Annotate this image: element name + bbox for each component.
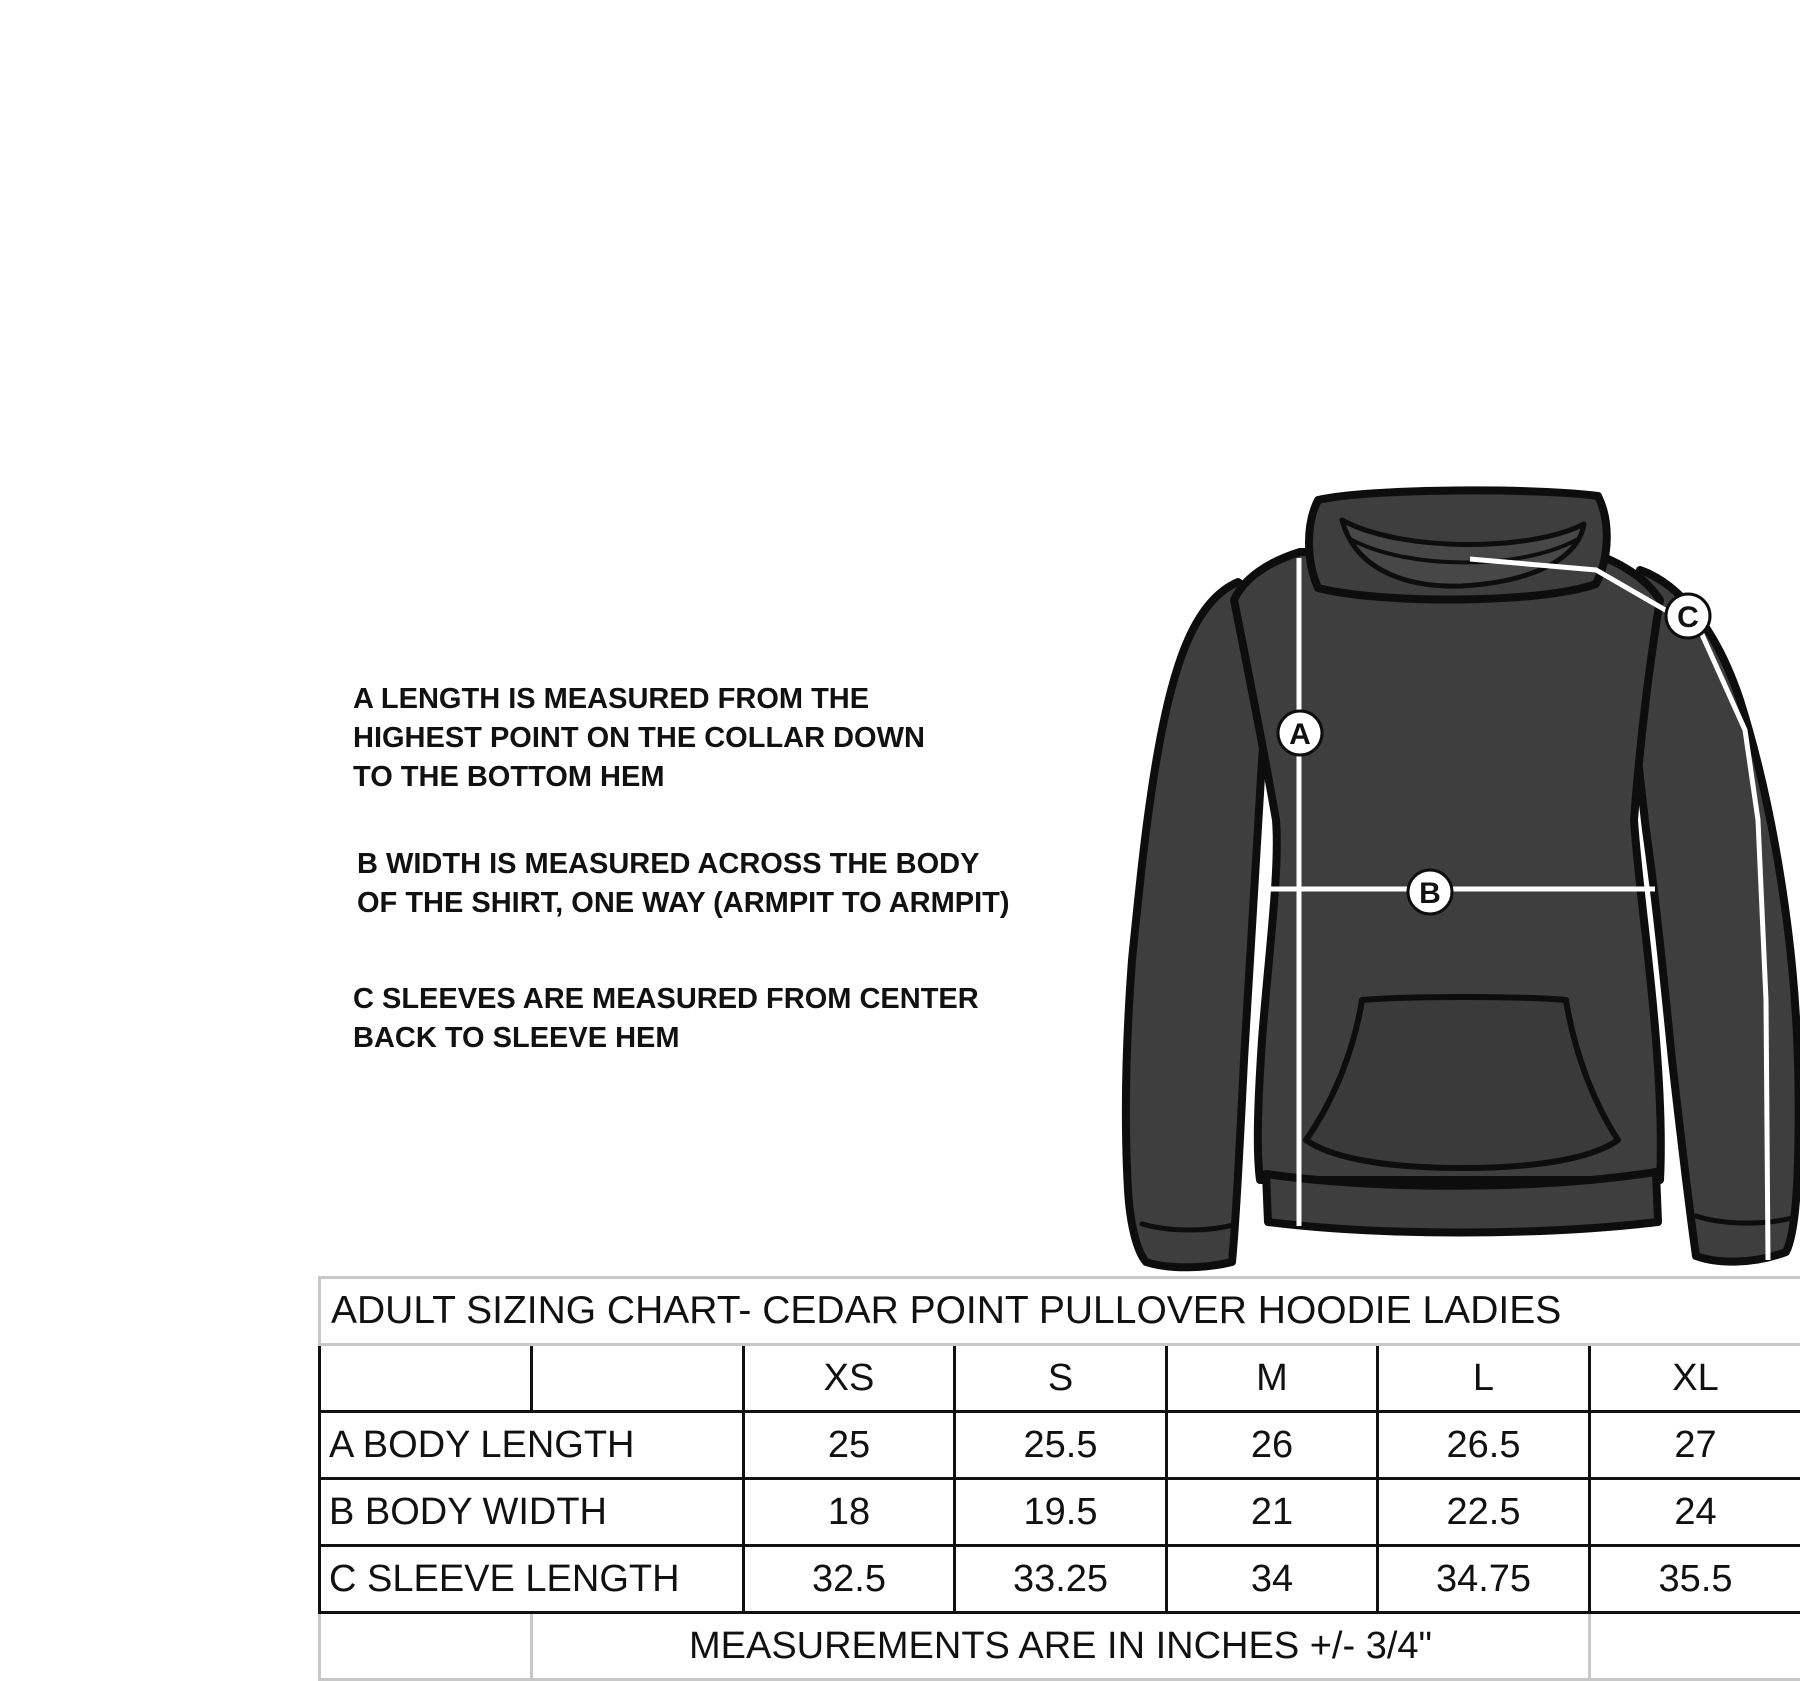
table-cell: 25.5	[955, 1412, 1167, 1479]
hoodie-diagram	[1118, 485, 1800, 1277]
size-header-xl: XL	[1590, 1345, 1800, 1412]
table-cell: 24	[1590, 1479, 1800, 1546]
table-title: ADULT SIZING CHART- CEDAR POINT PULLOVER HOODIE LADIES	[320, 1278, 1800, 1345]
marker-c	[1666, 594, 1710, 638]
left-sleeve	[1126, 582, 1267, 1267]
row-label-body-width: B BODY WIDTH	[320, 1479, 744, 1546]
note-line: A LENGTH IS MEASURED FROM THE	[353, 680, 925, 719]
marker-label: A	[1289, 718, 1311, 751]
table-cell: 25	[744, 1412, 955, 1479]
table-header-row	[320, 1345, 1800, 1412]
table-cell: 21	[1167, 1479, 1378, 1546]
note-sleeve-length	[353, 980, 979, 1058]
note-line: OF THE SHIRT, ONE WAY (ARMPIT TO ARMPIT)	[357, 884, 1010, 923]
note-line: C SLEEVES ARE MEASURED FROM CENTER	[353, 980, 979, 1019]
table-footer-row	[320, 1613, 1800, 1680]
table-cell: 18	[744, 1479, 955, 1546]
size-header-xs: XS	[744, 1345, 955, 1412]
header-blank-cell	[532, 1345, 744, 1412]
sizing-table	[318, 1276, 1800, 1681]
size-header-l: L	[1378, 1345, 1590, 1412]
table-cell: 34.75	[1378, 1546, 1590, 1613]
marker-label: C	[1677, 601, 1699, 634]
table-row	[320, 1479, 1800, 1546]
table-row	[320, 1546, 1800, 1613]
table-cell: 19.5	[955, 1479, 1167, 1546]
table-cell: 26.5	[1378, 1412, 1590, 1479]
size-header-m: M	[1167, 1345, 1378, 1412]
note-line: HIGHEST POINT ON THE COLLAR DOWN	[353, 719, 925, 758]
note-line: BACK TO SLEEVE HEM	[353, 1019, 979, 1058]
table-cell: 26	[1167, 1412, 1378, 1479]
row-label-sleeve-length: C SLEEVE LENGTH	[320, 1546, 744, 1613]
table-cell: 32.5	[744, 1546, 955, 1613]
header-blank-cell	[320, 1345, 532, 1412]
note-body-width	[357, 845, 1010, 923]
footer-blank-cell	[320, 1613, 532, 1680]
table-cell: 33.25	[955, 1546, 1167, 1613]
size-header-s: S	[955, 1345, 1167, 1412]
table-cell: 22.5	[1378, 1479, 1590, 1546]
marker-a	[1278, 711, 1322, 755]
marker-label: B	[1419, 877, 1441, 910]
note-body-length	[353, 680, 925, 797]
table-cell: 35.5	[1590, 1546, 1800, 1613]
row-label-body-length: A BODY LENGTH	[320, 1412, 744, 1479]
sizing-chart	[318, 1276, 1800, 1676]
measurement-footnote: MEASUREMENTS ARE IN INCHES +/- 3/4"	[532, 1613, 1590, 1680]
note-line: B WIDTH IS MEASURED ACROSS THE BODY	[357, 845, 1010, 884]
marker-b	[1408, 870, 1452, 914]
table-cell: 27	[1590, 1412, 1800, 1479]
note-line: TO THE BOTTOM HEM	[353, 758, 925, 797]
table-cell: 34	[1167, 1546, 1378, 1613]
table-title-row	[320, 1278, 1800, 1345]
footer-blank-cell	[1590, 1613, 1800, 1680]
table-row	[320, 1412, 1800, 1479]
